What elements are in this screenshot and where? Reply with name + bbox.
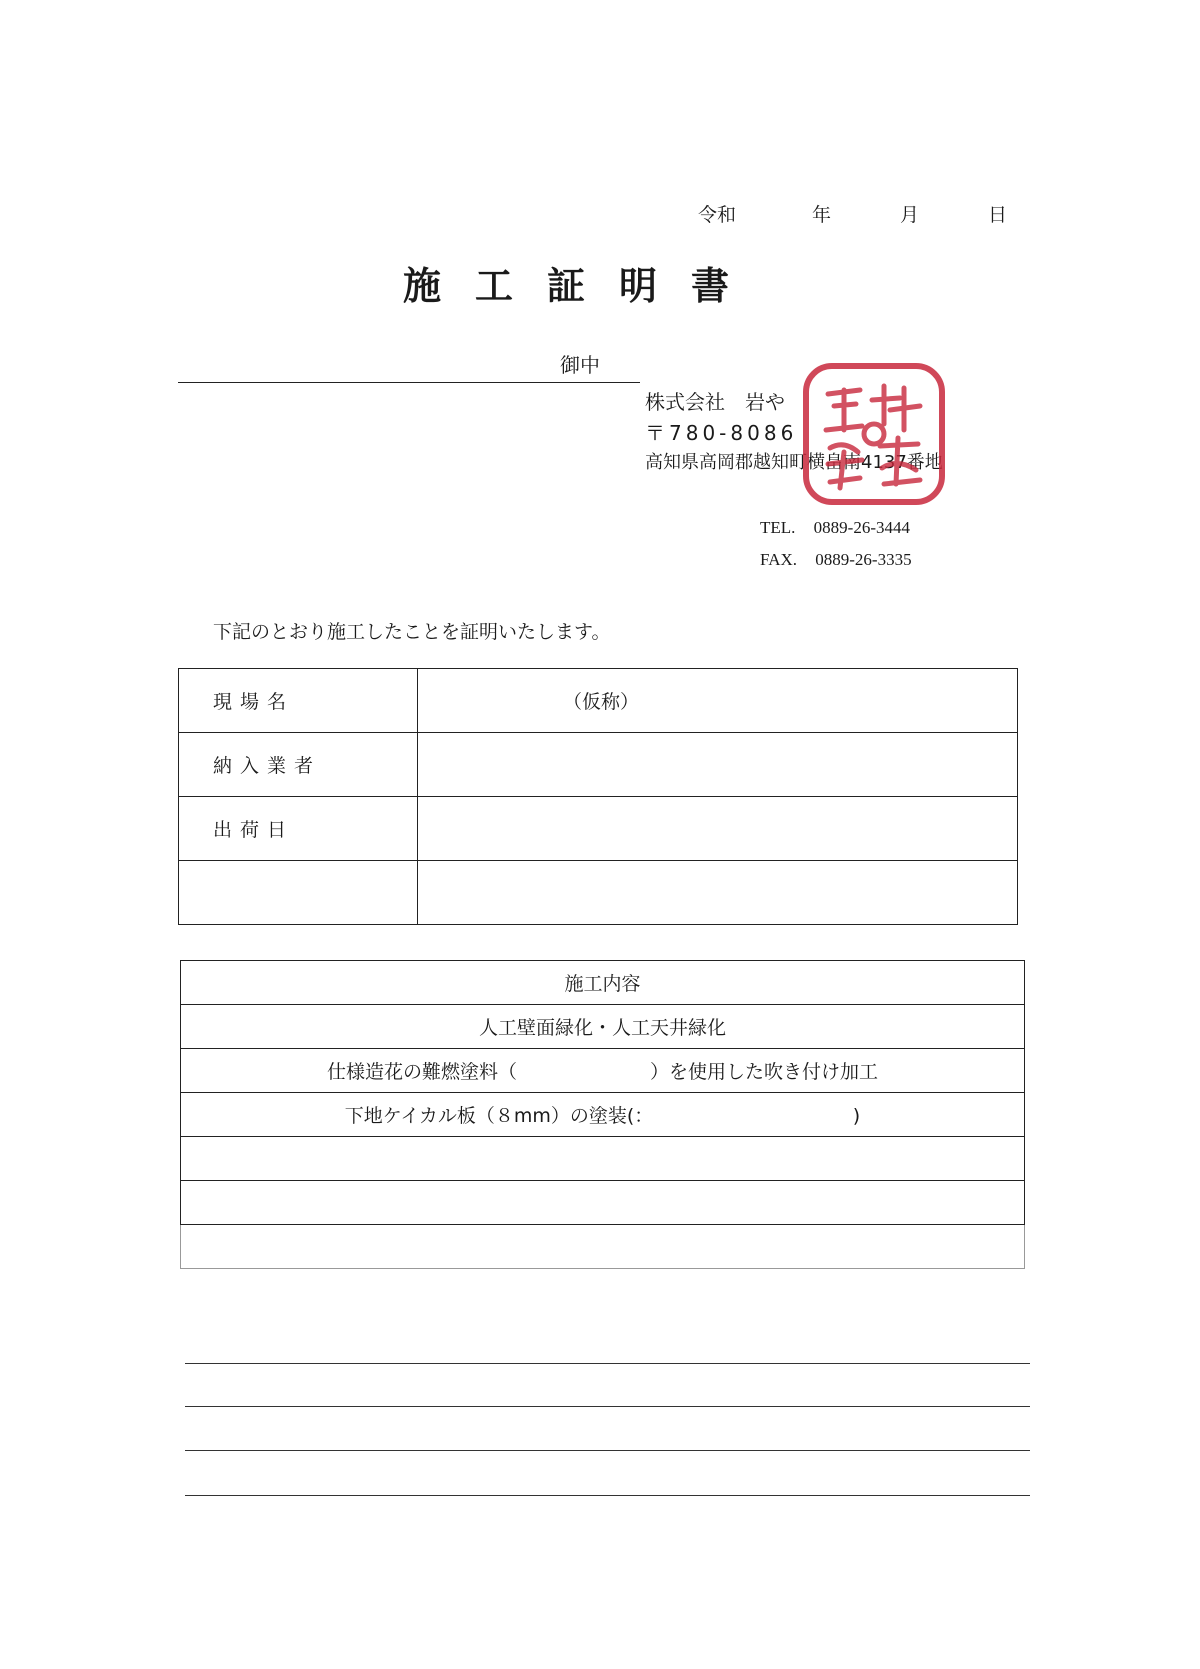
certification-text: 下記のとおり施工したことを証明いたします。 bbox=[213, 621, 611, 643]
note-line bbox=[185, 1495, 1030, 1496]
table-row bbox=[179, 797, 1018, 861]
work-row: 仕様造花の難燃塗料（ ）を使用した吹き付け加工 bbox=[181, 1049, 1025, 1093]
info-table bbox=[178, 668, 1018, 925]
date-era: 令和 bbox=[698, 204, 737, 226]
note-line bbox=[185, 1406, 1030, 1407]
blank-label bbox=[179, 861, 418, 925]
table-row bbox=[179, 669, 1018, 733]
blank-value[interactable] bbox=[418, 861, 1018, 925]
recipient-line bbox=[178, 382, 640, 383]
company-name: 株式会社 岩や bbox=[645, 390, 785, 414]
fax-label: FAX. bbox=[760, 550, 797, 569]
site-name-value[interactable]: （仮称） bbox=[418, 669, 1018, 733]
table-row bbox=[179, 861, 1018, 925]
work-row: 人工壁面緑化・人工天井緑化 bbox=[181, 1005, 1025, 1049]
tel-label: TEL. bbox=[760, 518, 796, 537]
table-row bbox=[179, 733, 1018, 797]
company-postal: 〒780-8086 bbox=[645, 421, 798, 445]
work-header: 施工内容 bbox=[181, 961, 1025, 1005]
date-day-unit: 日 bbox=[988, 204, 1008, 226]
work-row[interactable] bbox=[181, 1181, 1025, 1225]
supplier-label: 納入業者 bbox=[179, 733, 418, 797]
work-row: 下地ケイカル板（８mm）の塗装(： ) bbox=[181, 1093, 1025, 1137]
supplier-value[interactable] bbox=[418, 733, 1018, 797]
company-address: 高知県高岡郡越知町横畠南4137番地 bbox=[645, 452, 943, 473]
note-line bbox=[185, 1363, 1030, 1364]
company-seal-stamp bbox=[800, 360, 948, 508]
note-line bbox=[185, 1450, 1030, 1451]
recipient-suffix: 御中 bbox=[560, 353, 600, 377]
fax-number: 0889-26-3335 bbox=[815, 550, 912, 569]
work-row[interactable] bbox=[181, 1137, 1025, 1181]
ship-date-label: 出荷日 bbox=[179, 797, 418, 861]
ship-date-value[interactable] bbox=[418, 797, 1018, 861]
date-month-unit: 月 bbox=[900, 204, 920, 226]
tel-number: 0889-26-3444 bbox=[813, 518, 910, 537]
document-title: 施工証明書 bbox=[402, 263, 763, 308]
work-row[interactable] bbox=[181, 1225, 1025, 1269]
date-year-unit: 年 bbox=[812, 204, 832, 226]
site-name-label: 現場名 bbox=[179, 669, 418, 733]
work-table bbox=[180, 960, 1025, 1269]
